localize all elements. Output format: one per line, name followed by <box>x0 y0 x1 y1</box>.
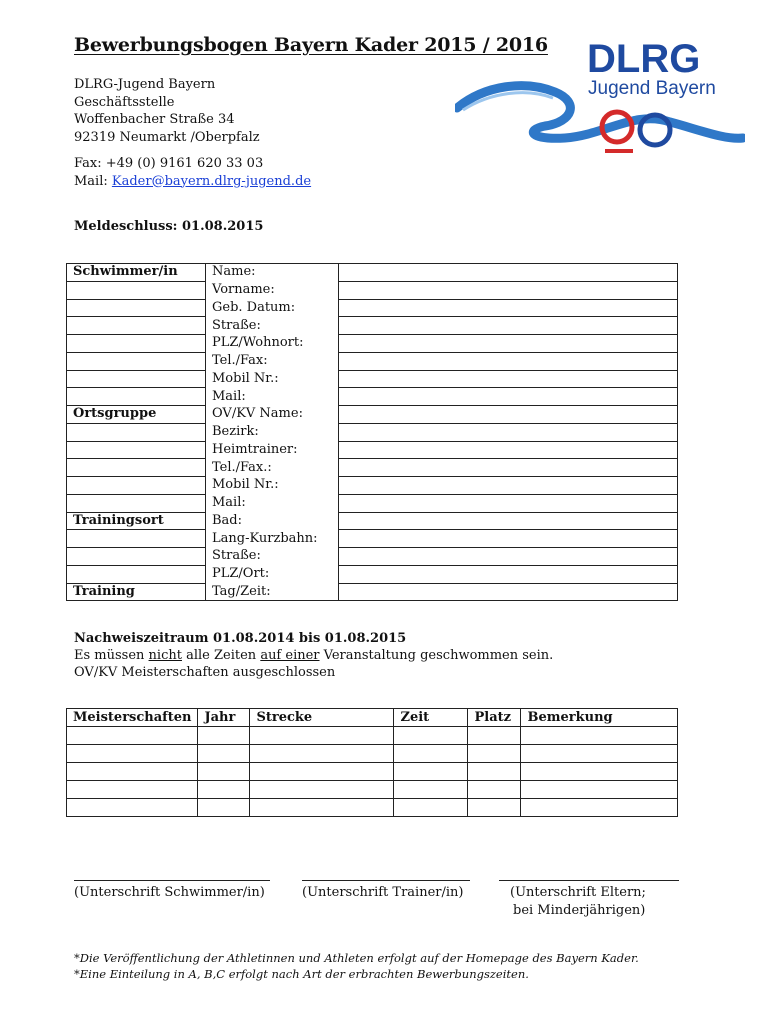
form-row <box>67 423 678 441</box>
championship-row <box>67 727 678 745</box>
form-row <box>67 512 678 530</box>
field-label: Tel./Fax: <box>206 352 339 370</box>
section-label <box>67 441 206 459</box>
championship-cell[interactable] <box>250 763 394 781</box>
championship-cell[interactable] <box>394 781 468 799</box>
form-row <box>67 494 678 512</box>
championship-cell[interactable] <box>521 727 678 745</box>
section-label <box>67 299 206 317</box>
field-label: Vorname: <box>206 281 339 299</box>
field-input-cell[interactable] <box>339 352 678 370</box>
col-header: Bemerkung <box>521 709 678 727</box>
field-input-cell[interactable] <box>339 281 678 299</box>
section-label <box>67 530 206 548</box>
section-label <box>67 317 206 335</box>
dlrg-logo <box>455 30 745 160</box>
field-label: Geb. Datum: <box>206 299 339 317</box>
field-label: PLZ/Wohnort: <box>206 335 339 353</box>
field-label: Bad: <box>206 512 339 530</box>
page-title: Bewerbungsbogen Bayern Kader 2015 / 2016 <box>74 34 548 56</box>
mail-label: Mail: <box>74 173 112 189</box>
address-line: DLRG-Jugend Bayern <box>74 77 216 92</box>
dlrg-wave-logo-icon <box>455 30 745 160</box>
section-label <box>67 335 206 353</box>
field-label: Mobil Nr.: <box>206 370 339 388</box>
championship-cell[interactable] <box>67 799 198 817</box>
signature-label-parents: (Unterschrift Eltern; bei Minderjährigen) <box>510 885 646 918</box>
col-header: Zeit <box>394 709 468 727</box>
championship-row <box>67 745 678 763</box>
field-input-cell[interactable] <box>339 530 678 548</box>
field-label: Mail: <box>206 494 339 512</box>
championship-cell[interactable] <box>67 763 198 781</box>
form-row <box>67 583 678 601</box>
col-header: Strecke <box>250 709 394 727</box>
form-row <box>67 352 678 370</box>
proof-exclusion: OV/KV Meisterschaften ausgeschlossen <box>74 665 336 680</box>
championship-cell[interactable] <box>468 763 521 781</box>
section-label: Ortsgruppe <box>67 406 206 424</box>
championship-row <box>67 781 678 799</box>
signature-line-trainer[interactable] <box>302 880 470 881</box>
proof-period-block <box>74 630 553 681</box>
championship-cell[interactable] <box>468 781 521 799</box>
championship-cell[interactable] <box>198 727 250 745</box>
field-label: Bezirk: <box>206 423 339 441</box>
championship-cell[interactable] <box>67 745 198 763</box>
field-input-cell[interactable] <box>339 459 678 477</box>
section-label <box>67 459 206 477</box>
address-block <box>74 76 260 146</box>
mail-link[interactable]: Kader@bayern.dlrg-jugend.de <box>111 173 312 189</box>
address-line: Geschäftsstelle <box>74 94 175 110</box>
col-header: Jahr <box>198 709 250 727</box>
championship-row <box>67 799 678 817</box>
section-label: Trainingsort <box>67 512 206 530</box>
championship-cell[interactable] <box>67 727 198 745</box>
section-label <box>67 352 206 370</box>
section-label: Training <box>67 583 206 601</box>
field-input-cell[interactable] <box>339 299 678 317</box>
address-line: Woffenbacher Straße 34 <box>74 112 235 127</box>
form-row <box>67 388 678 406</box>
field-input-cell[interactable] <box>339 335 678 353</box>
field-input-cell[interactable] <box>339 494 678 512</box>
field-input-cell[interactable] <box>339 406 678 424</box>
form-row <box>67 548 678 566</box>
championship-cell[interactable] <box>250 799 394 817</box>
field-label: Mail: <box>206 388 339 406</box>
logo-text-dlrg: DLRG <box>587 37 701 81</box>
footnote: *Eine Einteilung in A, B,C erfolgt nach Art der erbrachten Bewerbungszeiten. <box>74 967 529 981</box>
championship-cell[interactable] <box>198 745 250 763</box>
section-label <box>67 477 206 495</box>
form-row <box>67 299 678 317</box>
championship-cell[interactable] <box>521 781 678 799</box>
championship-cell[interactable] <box>198 781 250 799</box>
form-row <box>67 530 678 548</box>
col-header: Platz <box>468 709 521 727</box>
section-label <box>67 548 206 566</box>
field-label: OV/KV Name: <box>206 406 339 424</box>
form-row <box>67 459 678 477</box>
field-input-cell[interactable] <box>339 388 678 406</box>
field-label: Mobil Nr.: <box>206 477 339 495</box>
form-row <box>67 264 678 282</box>
field-label: Heimtrainer: <box>206 441 339 459</box>
mail-line <box>74 173 311 191</box>
championship-cell[interactable] <box>394 763 468 781</box>
proof-heading: Nachweiszeitraum 01.08.2014 bis 01.08.2015 <box>74 631 407 646</box>
championship-cell[interactable] <box>468 745 521 763</box>
signature-label-swimmer: (Unterschrift Schwimmer/in) <box>74 885 265 900</box>
fax-line: Fax: +49 (0) 9161 620 33 03 <box>74 156 264 171</box>
deadline: Meldeschluss: 01.08.2015 <box>74 219 264 234</box>
championship-cell[interactable] <box>394 745 468 763</box>
form-row <box>67 370 678 388</box>
address-line: 92319 Neumarkt /Oberpfalz <box>74 129 260 145</box>
field-label: Tag/Zeit: <box>206 583 339 601</box>
signature-line-parents[interactable] <box>499 880 679 881</box>
form-row <box>67 477 678 495</box>
championship-cell[interactable] <box>394 727 468 745</box>
section-label: Schwimmer/in <box>67 264 206 282</box>
section-label <box>67 565 206 583</box>
field-input-cell[interactable] <box>339 477 678 495</box>
field-input-cell[interactable] <box>339 583 678 601</box>
championship-cell[interactable] <box>198 799 250 817</box>
championship-cell[interactable] <box>250 781 394 799</box>
section-label <box>67 423 206 441</box>
section-label <box>67 388 206 406</box>
footnote: *Die Veröffentlichung der Athletinnen und Athleten erfolgt auf der Homepage des Bayern Kader. <box>74 951 639 965</box>
proof-rule: Es müssen nicht alle Zeiten auf einer Veranstaltung geschwommen sein. <box>74 648 554 663</box>
field-label: Lang-Kurzbahn: <box>206 530 339 548</box>
section-label <box>67 370 206 388</box>
field-input-cell[interactable] <box>339 370 678 388</box>
championships-header-row <box>67 709 678 727</box>
field-label: PLZ/Ort: <box>206 565 339 583</box>
field-input-cell[interactable] <box>339 441 678 459</box>
form-row <box>67 565 678 583</box>
championship-cell[interactable] <box>67 781 198 799</box>
championships-table <box>66 708 678 817</box>
logo-text-jugend: Jugend Bayern <box>588 78 716 99</box>
signature-line-swimmer[interactable] <box>74 880 270 881</box>
championship-cell[interactable] <box>198 763 250 781</box>
field-input-cell[interactable] <box>339 264 678 282</box>
section-label <box>67 281 206 299</box>
championship-cell[interactable] <box>250 727 394 745</box>
contact-block <box>74 155 311 190</box>
field-input-cell[interactable] <box>339 565 678 583</box>
field-label: Tel./Fax.: <box>206 459 339 477</box>
applicant-form-table <box>66 263 678 601</box>
championship-cell[interactable] <box>250 745 394 763</box>
championship-cell[interactable] <box>521 745 678 763</box>
field-input-cell[interactable] <box>339 548 678 566</box>
field-label: Straße: <box>206 317 339 335</box>
col-header: Meisterschaften <box>67 709 198 727</box>
championship-cell[interactable] <box>468 727 521 745</box>
form-row <box>67 317 678 335</box>
form-row <box>67 281 678 299</box>
field-label: Name: <box>206 264 339 282</box>
section-label <box>67 494 206 512</box>
field-label: Straße: <box>206 548 339 566</box>
championship-cell[interactable] <box>394 799 468 817</box>
championship-cell[interactable] <box>521 763 678 781</box>
championship-cell[interactable] <box>521 799 678 817</box>
signature-label-trainer: (Unterschrift Trainer/in) <box>302 885 464 900</box>
championship-cell[interactable] <box>468 799 521 817</box>
field-input-cell[interactable] <box>339 512 678 530</box>
championship-row <box>67 763 678 781</box>
form-row <box>67 441 678 459</box>
field-input-cell[interactable] <box>339 423 678 441</box>
form-row <box>67 335 678 353</box>
field-input-cell[interactable] <box>339 317 678 335</box>
footnotes <box>74 950 639 982</box>
form-row <box>67 406 678 424</box>
